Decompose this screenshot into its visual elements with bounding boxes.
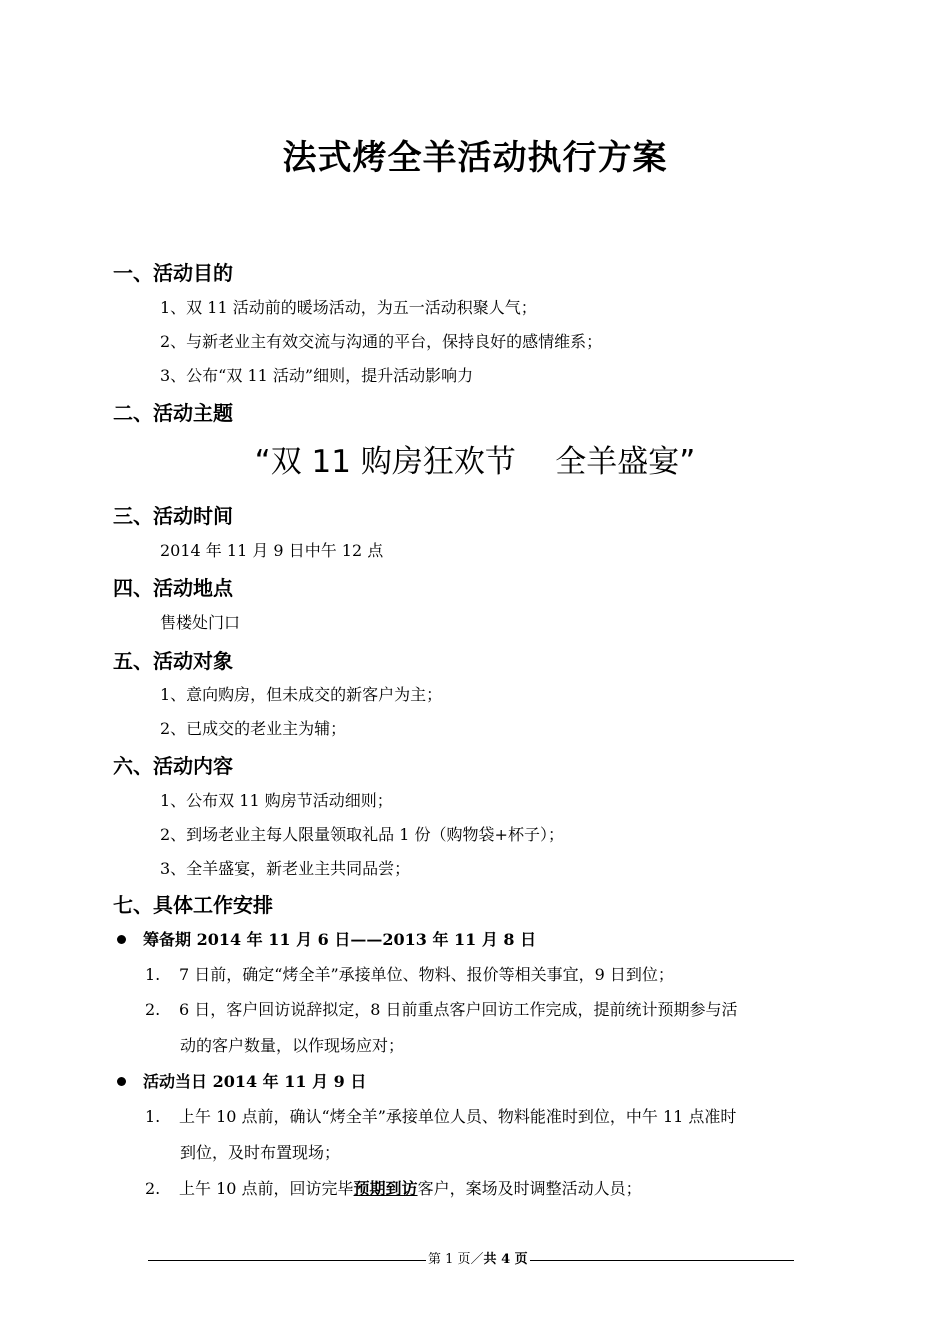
phase-label: 筹备期 2014 年 11 月 6 日——2013 年 11 月 8 日 <box>143 930 537 949</box>
item-number: 1. <box>145 965 161 984</box>
list-item <box>145 1176 642 1199</box>
section-heading-schedule: 七、具体工作安排 <box>113 893 273 917</box>
list-item <box>145 1104 736 1127</box>
footer-rule-right <box>526 1260 794 1261</box>
item-number: 2. <box>145 1179 161 1198</box>
purpose-item: 3、公布“双 11 活动”细则，提升活动影响力 <box>160 366 474 385</box>
audience-item: 1、意向购房，但未成交的新客户为主； <box>160 685 443 704</box>
phase-preparation <box>113 927 536 950</box>
list-item <box>145 997 738 1020</box>
phase-label: 活动当日 2014 年 11 月 9 日 <box>143 1072 367 1091</box>
item-text-emphasis: 预期到访 <box>353 1179 418 1198</box>
page-total: 共 4 页 <box>483 1252 528 1267</box>
item-number: 2. <box>145 1000 161 1019</box>
page-number <box>426 1248 530 1267</box>
document-title: 法式烤全羊活动执行方案 <box>282 138 668 178</box>
item-text: 上午 10 点前，确认“烤全羊”承接单位人员、物料能准时到位，中午 11 点准时 <box>179 1107 737 1126</box>
bullet-icon <box>117 1077 126 1086</box>
bullet-icon <box>117 935 126 944</box>
section-heading-purpose: 一、活动目的 <box>113 261 233 285</box>
content-item: 2、到场老业主每人限量领取礼品 1 份（购物袋+杯子）； <box>160 825 564 844</box>
page-footer <box>148 1248 794 1266</box>
content-item: 3、全羊盛宴，新老业主共同品尝； <box>160 859 411 878</box>
content-item: 1、公布双 11 购房节活动细则； <box>160 791 393 810</box>
section-heading-audience: 五、活动对象 <box>113 649 233 673</box>
activity-time: 2014 年 11 月 9 日中午 12 点 <box>160 541 384 560</box>
activity-theme: “双 11 购房狂欢节 全羊盛宴” <box>254 444 696 480</box>
list-item <box>145 962 674 985</box>
page-current: 第 1 页／ <box>428 1252 484 1267</box>
section-heading-time: 三、活动时间 <box>113 504 233 528</box>
section-heading-content: 六、活动内容 <box>113 754 233 778</box>
item-continuation: 动的客户数量，以作现场应对； <box>180 1036 405 1055</box>
section-heading-theme: 二、活动主题 <box>113 401 233 425</box>
item-text: 7 日前，确定“烤全羊”承接单位、物料、报价等相关事宜，9 日到位； <box>179 965 674 984</box>
item-text-post: 客户，案场及时调整活动人员； <box>417 1179 642 1198</box>
section-heading-location: 四、活动地点 <box>113 576 233 600</box>
purpose-item: 1、双 11 活动前的暖场活动，为五一活动积聚人气； <box>160 298 537 317</box>
phase-event-day <box>113 1069 366 1092</box>
footer-rule-left <box>148 1260 428 1261</box>
audience-item: 2、已成交的老业主为辅； <box>160 719 347 738</box>
item-continuation: 到位，及时布置现场； <box>180 1143 341 1162</box>
item-text-pre: 上午 10 点前，回访完毕 <box>179 1179 354 1198</box>
activity-location: 售楼处门口 <box>160 613 241 632</box>
item-text: 6 日，客户回访说辞拟定，8 日前重点客户回访工作完成，提前统计预期参与活 <box>179 1000 738 1019</box>
item-number: 1. <box>145 1107 161 1126</box>
purpose-item: 2、与新老业主有效交流与沟通的平台，保持良好的感情维系； <box>160 332 603 351</box>
